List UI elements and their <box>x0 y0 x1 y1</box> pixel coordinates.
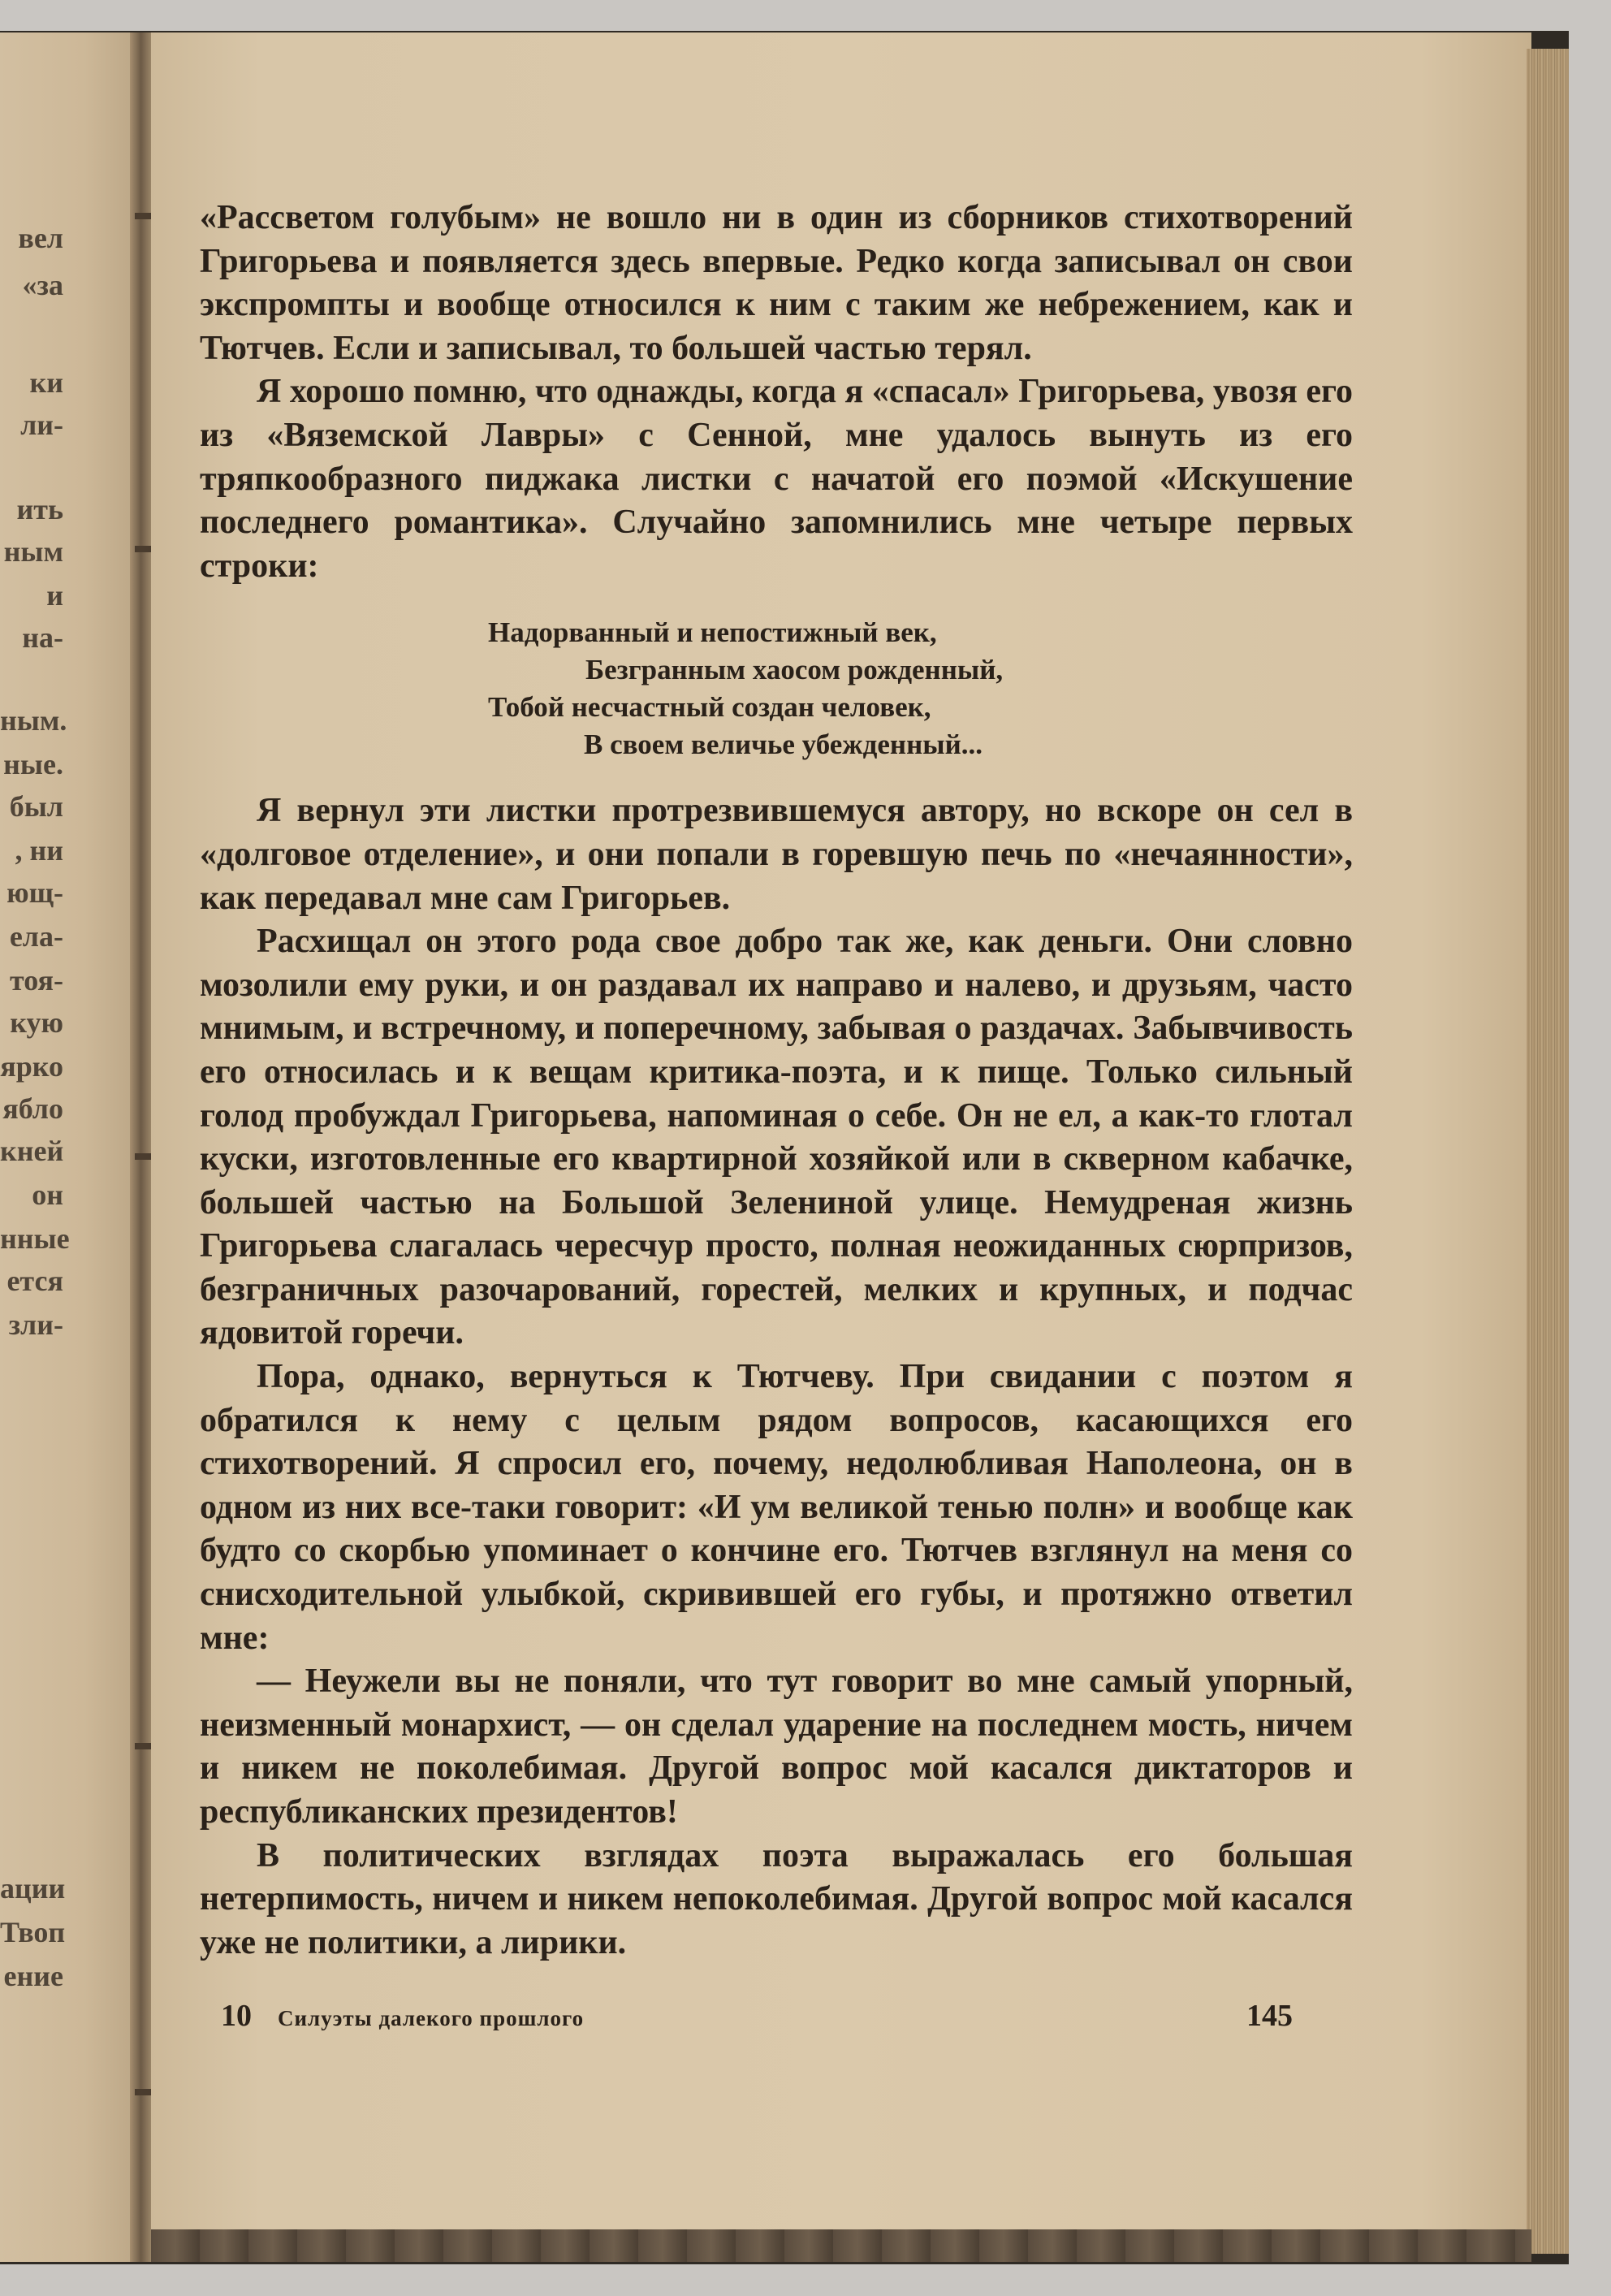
left-page-fragment: , ни <box>15 834 63 867</box>
left-page-fragment: ации <box>0 1872 66 1905</box>
signature-mark: 10 <box>221 1999 252 2033</box>
left-page-fragment: кую <box>10 1006 63 1039</box>
poem-quote <box>488 614 1353 763</box>
left-page-fragment: ные. <box>3 748 63 780</box>
left-page-fragment: зли- <box>8 1308 63 1341</box>
page-footer <box>221 1998 1293 2039</box>
paragraph: Я хорошо помню, что однажды, когда я «спасал» Григорьева, увозя его из «Вяземской Лавры» с Сенной, мне удалось вынуть из его тряпкообразного пиджака листки с начатой его поэмой «Искушение последнего романтика». Случайно запомнились мне четыре первых строки: <box>200 373 1353 585</box>
left-page-fragment: тоя- <box>10 964 63 997</box>
left-page-fragment: ным <box>3 535 63 568</box>
left-page-fragment: ярко <box>0 1050 63 1083</box>
page-number: 145 <box>1246 1999 1293 2033</box>
poem-line: В своем величье убежденный... <box>584 729 983 761</box>
left-page-fragment: ение <box>3 1960 63 1992</box>
left-page-fragment: ела- <box>9 920 63 953</box>
binding-thread <box>135 213 153 219</box>
left-page-fragment: нные <box>0 1222 70 1255</box>
left-page-fragment: ется <box>6 1265 63 1297</box>
left-page-fragment: был <box>9 790 63 823</box>
binding-thread <box>135 546 153 552</box>
paragraph: «Рассветом голубым» не вошло ни в один из сборников стихотворений Григорьева и появляется здесь впервые. Редко когда записывал он свои экспромпты и вообще относился к ним с таким же небрежением, как и Тютчев. Если и записывал, то большей частью терял. <box>200 199 1353 367</box>
left-page <box>0 32 140 2262</box>
signature-title: Силуэты далекого прошлого <box>278 2006 585 2030</box>
paragraph: Пора, однако, вернуться к Тютчеву. При свидании с поэтом я обратился к нему с целым рядом вопросов, касающихся его стихотворений. Я спросил его, почему, недолюбливая Наполеона, он в одном из них все-таки говорит: «И ум великой тенью полн» и вообще как будто со скорбью упоминает о кончине его. Тютчев взглянул на меня со снисходительной улыбкой, скривившей его губы, и протяжно ответил мне: <box>200 1358 1353 1657</box>
poem-line: Надорванный и непостижный век, <box>488 616 937 649</box>
left-page-fragment: на- <box>22 621 63 654</box>
binding-thread <box>135 1743 153 1749</box>
paragraph: — Неужели вы не поняли, что тут говорит во мне самый упорный, неизменный монархист, — он сделал ударение на последнем мость, ничем и никем не поколебимая. Другой вопрос мой касался диктаторов и республиканских президентов! <box>200 1663 1353 1831</box>
left-page-fragment: ным. <box>0 704 67 737</box>
paragraph: Я вернул эти листки протрезвившемуся автору, но вскоре он сел в «долговое отделение», и они попали в горевшую печь по «нечаянности», как передавал мне сам Григорьев. <box>200 792 1353 917</box>
left-page-fragment: кней <box>0 1135 64 1167</box>
left-page-fragment: и <box>46 579 63 612</box>
left-page-fragment: вел <box>18 222 63 254</box>
left-page-fragment: ки <box>29 366 63 399</box>
page-edges <box>1527 49 1569 2254</box>
paragraph: Расхищал он этого рода свое добро так же, как деньги. Они словно мозолили ему руки, и он раздавал их направо и налево, и друзьям, часто мнимым, и встречному, и поперечному, забывая о раздачах. Забывчивость его относилась и к вещам критика-поэта, и к пище. Только сильный голод пробуждал Григорьева, напоминая о себе. Он не ел, а как-то глотал куски, изготовленные его квартирной хозяйкой или в скверном кабачке, большей частью на Большой Зелениной улице. Немудреная жизнь Григорьева слагалась чересчур просто, полная неожиданных сюрпризов, безграничных разочарований, горестей, мелких и крупных, и подчас ядовитой горечи. <box>200 923 1353 1352</box>
page-body <box>200 197 1353 1965</box>
left-page-fragment: он <box>32 1178 63 1211</box>
left-page-fragment: «за <box>22 269 63 301</box>
book-bottom-edge <box>151 2229 1531 2262</box>
left-page-fragment: ябло <box>2 1092 63 1125</box>
poem-line: Тобой несчастный создан человек, <box>488 691 931 724</box>
paragraph: В политических взглядах поэта выражалась его большая нетерпимость, ничем и никем непоколебимая. Другой вопрос мой касался уже не политики, а лирики. <box>200 1836 1353 1961</box>
left-page-fragment: ющ- <box>6 876 63 909</box>
left-page-fragment: Твоп <box>0 1916 66 1948</box>
poem-line: Безгранным хаосом рожденный, <box>585 654 1004 686</box>
left-page-fragment: ить <box>16 493 63 525</box>
binding-thread <box>135 1153 153 1160</box>
binding-thread <box>135 2089 153 2095</box>
left-page-fragment: ли- <box>20 409 63 441</box>
